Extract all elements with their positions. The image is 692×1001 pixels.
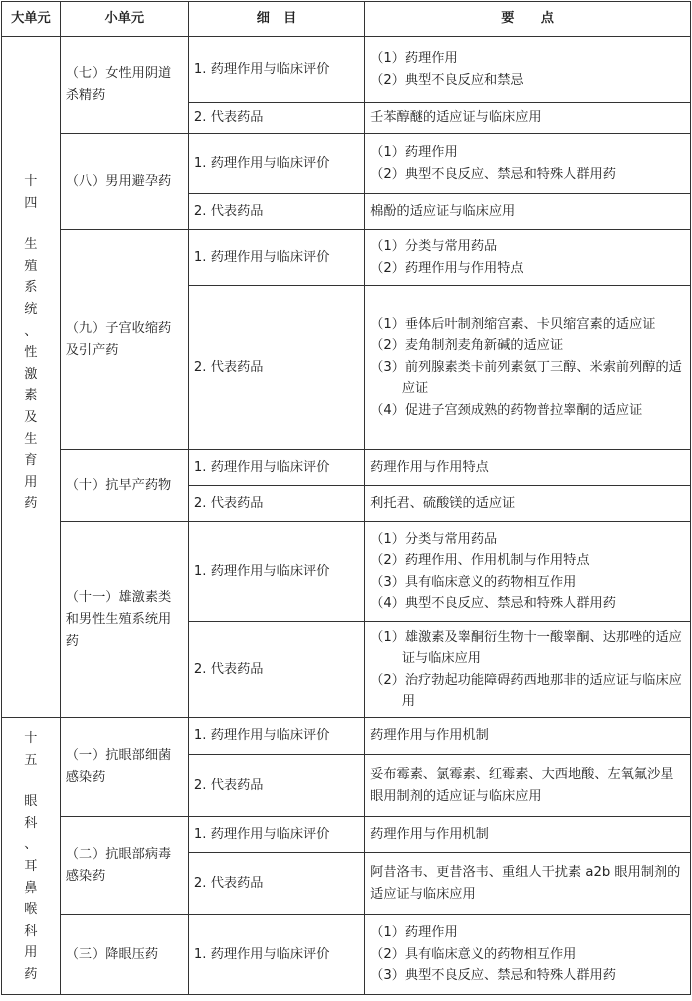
table-row — [2, 230, 691, 286]
detail-cell: 1. 药理作用与临床评价 — [188, 230, 364, 286]
minor-unit-3: （三）降眼压药 — [60, 915, 188, 995]
detail-cell: 1. 药理作用与临床评价 — [188, 134, 364, 194]
detail-cell: 1. 药理作用与临床评价 — [188, 718, 364, 755]
minor-unit-1: （一）抗眼部细菌感染药 — [60, 718, 188, 817]
detail-cell: 1. 药理作用与临床评价 — [188, 817, 364, 853]
table-row — [2, 134, 691, 194]
detail-cell: 2. 代表药品 — [188, 622, 364, 718]
table-row — [2, 450, 691, 486]
table-row — [2, 522, 691, 622]
header-major-unit: 大单元 — [2, 2, 61, 37]
detail-cell: 1. 药理作用与临床评价 — [188, 450, 364, 486]
points-cell: （1）药理作用 （2）典型不良反应和禁忌 — [365, 37, 691, 103]
points-cell: 利托君、硫酸镁的适应证 — [365, 486, 691, 522]
points-cell: 药理作用与作用机制 — [365, 817, 691, 853]
detail-cell: 2. 代表药品 — [188, 194, 364, 230]
table-row — [2, 817, 691, 853]
minor-unit-10: （十）抗早产药物 — [60, 450, 188, 522]
detail-cell: 1. 药理作用与临床评价 — [188, 915, 364, 995]
points-cell: （1）药理作用 （2）典型不良反应、禁忌和特殊人群用药 — [365, 134, 691, 194]
points-cell: （1）分类与常用药品 （2）药理作用、作用机制与作用特点 （3）具有临床意义的药物相互作用 （4）典型不良反应、禁忌和特殊人群用药 — [365, 522, 691, 622]
major-unit-label: 十 四 生 殖 系 统 、 性 激 素 及 生 育 用 药 — [24, 174, 38, 512]
table-row — [2, 37, 691, 103]
detail-cell: 2. 代表药品 — [188, 755, 364, 817]
minor-unit-9: （九）子宫收缩药及引产药 — [60, 230, 188, 450]
table-row — [2, 915, 691, 995]
detail-cell: 1. 药理作用与临床评价 — [188, 37, 364, 103]
detail-cell: 2. 代表药品 — [188, 486, 364, 522]
minor-unit-11: （十一）雄激素类和男性生殖系统用药 — [60, 522, 188, 718]
points-cell: 妥布霉素、氯霉素、红霉素、大西地酸、左氧氟沙星眼用制剂的适应证与临床应用 — [365, 755, 691, 817]
header-key-points: 要 点 — [365, 2, 691, 37]
major-unit-15 — [2, 718, 61, 995]
minor-unit-2: （二）抗眼部病毒感染药 — [60, 817, 188, 915]
header-minor-unit: 小单元 — [60, 2, 188, 37]
points-cell: （1）药理作用 （2）具有临床意义的药物相互作用 （3）典型不良反应、禁忌和特殊人群用药 — [365, 915, 691, 995]
header-row — [2, 2, 691, 37]
detail-cell: 2. 代表药品 — [188, 286, 364, 450]
points-cell: （1）分类与常用药品 （2）药理作用与作用特点 — [365, 230, 691, 286]
detail-cell: 2. 代表药品 — [188, 103, 364, 134]
minor-unit-8: （八）男用避孕药 — [60, 134, 188, 230]
detail-cell: 1. 药理作用与临床评价 — [188, 522, 364, 622]
detail-cell: 2. 代表药品 — [188, 853, 364, 915]
major-unit-14 — [2, 37, 61, 718]
major-unit-label: 十 五 眼 科 、 耳 鼻 喉 科 用 药 — [24, 731, 38, 982]
header-detail: 细 目 — [188, 2, 364, 37]
points-cell: （1）雄激素及睾酮衍生物十一酸睾酮、达那唑的适应证与临床应用 （2）治疗勃起功能障碍药西地那非的适应证与临床应用 — [365, 622, 691, 718]
points-cell: 药理作用与作用特点 — [365, 450, 691, 486]
points-cell: 棉酚的适应证与临床应用 — [365, 194, 691, 230]
minor-unit-7: （七）女性用阴道杀精药 — [60, 37, 188, 134]
points-cell: 壬苯醇醚的适应证与临床应用 — [365, 103, 691, 134]
points-cell: 药理作用与作用机制 — [365, 718, 691, 755]
points-cell: 阿昔洛韦、更昔洛韦、重组人干扰素 a2b 眼用制剂的适应证与临床应用 — [365, 853, 691, 915]
syllabus-table — [1, 1, 691, 995]
points-cell: （1）垂体后叶制剂缩宫素、卡贝缩宫素的适应证 （2）麦角制剂麦角新碱的适应证 （3）前列腺素类卡前列素氨丁三醇、米索前列醇的适应证 （4）促进子宫颈成熟的药物普拉睾酮的适应证 — [365, 286, 691, 450]
table-row — [2, 718, 691, 755]
